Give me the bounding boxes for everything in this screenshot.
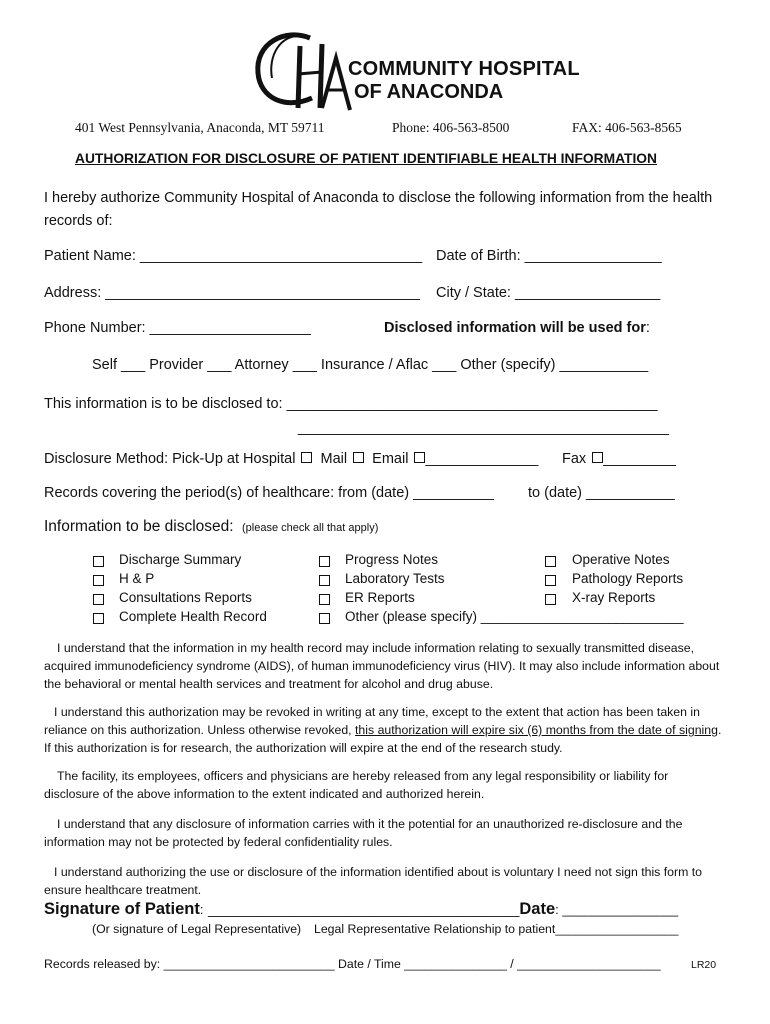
- revocation-text-b: . If this authorization is for research, the authorization will expire at the end of the research study.: [44, 723, 722, 755]
- phone-number-field[interactable]: Phone Number: ____________________: [44, 320, 311, 336]
- use-heading-text: Disclosed information will be used for: [384, 320, 646, 336]
- label-operative-notes: Operative Notes: [572, 552, 670, 567]
- label-er-reports: ER Reports: [345, 590, 415, 605]
- paragraph-release: [44, 767, 724, 803]
- cha-monogram-icon: [250, 28, 360, 118]
- rep-relationship-field[interactable]: Legal Representative Relationship to patient__________________: [314, 922, 679, 936]
- paragraph-redisclosure: [44, 815, 724, 851]
- checkbox-h-and-p[interactable]: [93, 575, 104, 586]
- form-title: AUTHORIZATION FOR DISCLOSURE OF PATIENT IDENTIFIABLE HEALTH INFORMATION: [75, 151, 657, 166]
- label-h-and-p: H & P: [119, 571, 155, 586]
- hospital-phone: Phone: 406-563-8500: [392, 120, 510, 135]
- pickup-checkbox[interactable]: [301, 452, 312, 463]
- label-lab-tests: Laboratory Tests: [345, 571, 445, 586]
- use-heading: [384, 320, 650, 336]
- fax-field[interactable]: _________: [603, 451, 676, 467]
- disclosure-method: [44, 451, 538, 467]
- info-heading: [44, 518, 378, 536]
- checkbox-operative-notes[interactable]: [545, 556, 556, 567]
- use-options[interactable]: Self ___ Provider ___ Attorney ___ Insurance / Aflac ___ Other (specify) ___________: [92, 357, 649, 373]
- label-other-specify[interactable]: Other (please specify) ___________________________: [345, 609, 684, 624]
- records-released-by[interactable]: Records released by: _________________________ Date / Time _______________ / _____________________: [44, 957, 661, 971]
- checkbox-discharge-summary[interactable]: [93, 556, 104, 567]
- paragraph-voluntary: [44, 863, 724, 899]
- hospital-name-line1: COMMUNITY HOSPITAL: [348, 58, 580, 80]
- fax-method: [562, 451, 676, 467]
- email-field[interactable]: ______________: [425, 451, 539, 467]
- method-email-label: Email: [372, 451, 409, 467]
- paragraph-redisclosure-text: I understand that any disclosure of information carries with it the potential for an unauthorized re-disclosure and the information may not be protected by federal confidentiality rules.: [44, 817, 683, 849]
- revocation-text-a: I understand this authorization may be revoked in writing at any time, except to the extent that action has been taken in reliance on this authorization. Unless otherwise revoked,: [44, 705, 700, 737]
- paragraph-voluntary-text: I understand authorizing the use or disclosure of the information identified about is voluntary I need not sign this form to ensure healthcare treatment.: [44, 865, 703, 897]
- checkbox-consultations[interactable]: [93, 594, 104, 605]
- checkbox-progress-notes[interactable]: [319, 556, 330, 567]
- hospital-fax: FAX: 406-563-8565: [572, 120, 682, 135]
- label-complete-record: Complete Health Record: [119, 609, 267, 624]
- label-consultations: Consultations Reports: [119, 590, 252, 605]
- label-progress-notes: Progress Notes: [345, 552, 439, 567]
- email-checkbox[interactable]: [414, 452, 425, 463]
- info-heading-text: Information to be disclosed:: [44, 518, 234, 535]
- rep-note: (Or signature of Legal Representative): [92, 922, 302, 936]
- address-field[interactable]: Address: _______________________________________: [44, 285, 420, 301]
- date-field[interactable]: : ________________: [555, 902, 679, 917]
- hospital-name-line2: OF ANACONDA: [354, 81, 504, 103]
- signature-label: Signature of Patient: [44, 900, 200, 918]
- signature-line: [44, 900, 678, 919]
- method-label: Disclosure Method: Pick-Up at Hospital: [44, 451, 296, 467]
- paragraph-revocation: [44, 703, 728, 757]
- method-fax-label: Fax: [562, 451, 587, 467]
- label-pathology: Pathology Reports: [572, 571, 684, 586]
- hospital-address: 401 West Pennsylvania, Anaconda, MT 59711: [75, 120, 325, 135]
- to-date-field[interactable]: to (date) ___________: [528, 485, 675, 501]
- use-heading-colon: :: [645, 320, 650, 336]
- checkbox-complete-record[interactable]: [93, 613, 104, 624]
- paragraph-release-text: The facility, its employees, officers and physicians are hereby released from any legal responsibility or liability for disclosure of the above information to the extent indicated and authorized herein.: [44, 769, 669, 801]
- form-code: LR20: [691, 959, 717, 971]
- method-mail-label: Mail: [320, 451, 348, 467]
- intro-text: I hereby authorize Community Hospital of Anaconda to disclose the following information from the health records of:: [44, 190, 713, 229]
- checkbox-pathology[interactable]: [545, 575, 556, 586]
- patient-name-field[interactable]: Patient Name: ___________________________________: [44, 248, 423, 264]
- label-xray: X-ray Reports: [572, 590, 656, 605]
- checkbox-lab-tests[interactable]: [319, 575, 330, 586]
- fax-checkbox[interactable]: [592, 452, 603, 463]
- dob-field[interactable]: Date of Birth: _________________: [436, 248, 662, 264]
- checkbox-er-reports[interactable]: [319, 594, 330, 605]
- checkbox-other[interactable]: [319, 613, 330, 624]
- info-note: (please check all that apply): [242, 522, 379, 534]
- disclosed-to-line2[interactable]: ______________________________________________: [298, 420, 669, 436]
- disclosed-to-field[interactable]: This information is to be disclosed to: ______________________________________________: [44, 396, 658, 412]
- hospital-logo: [250, 28, 580, 118]
- records-period-field[interactable]: Records covering the period(s) of healthcare: from (date) __________: [44, 485, 494, 501]
- revocation-expiry: this authorization will expire six (6) months from the date of signing: [355, 723, 718, 737]
- city-state-field[interactable]: City / State: __________________: [436, 285, 661, 301]
- label-discharge-summary: Discharge Summary: [119, 552, 242, 567]
- checkbox-xray[interactable]: [545, 594, 556, 605]
- paragraph-sensitive-info: [44, 639, 724, 693]
- signature-colon: :: [199, 902, 204, 917]
- mail-checkbox[interactable]: [353, 452, 364, 463]
- date-label: Date: [519, 900, 556, 918]
- paragraph-sensitive-info-text: I understand that the information in my health record may include information relating to sexually transmitted disease, acquired immunodeficiency syndrome (AIDS), of human immunodeficiency virus (HIV). It may also include information about the behavioral or mental health services and treatment for alcohol and drug abuse.: [44, 641, 720, 691]
- signature-field[interactable]: ________________________________________: [207, 901, 520, 917]
